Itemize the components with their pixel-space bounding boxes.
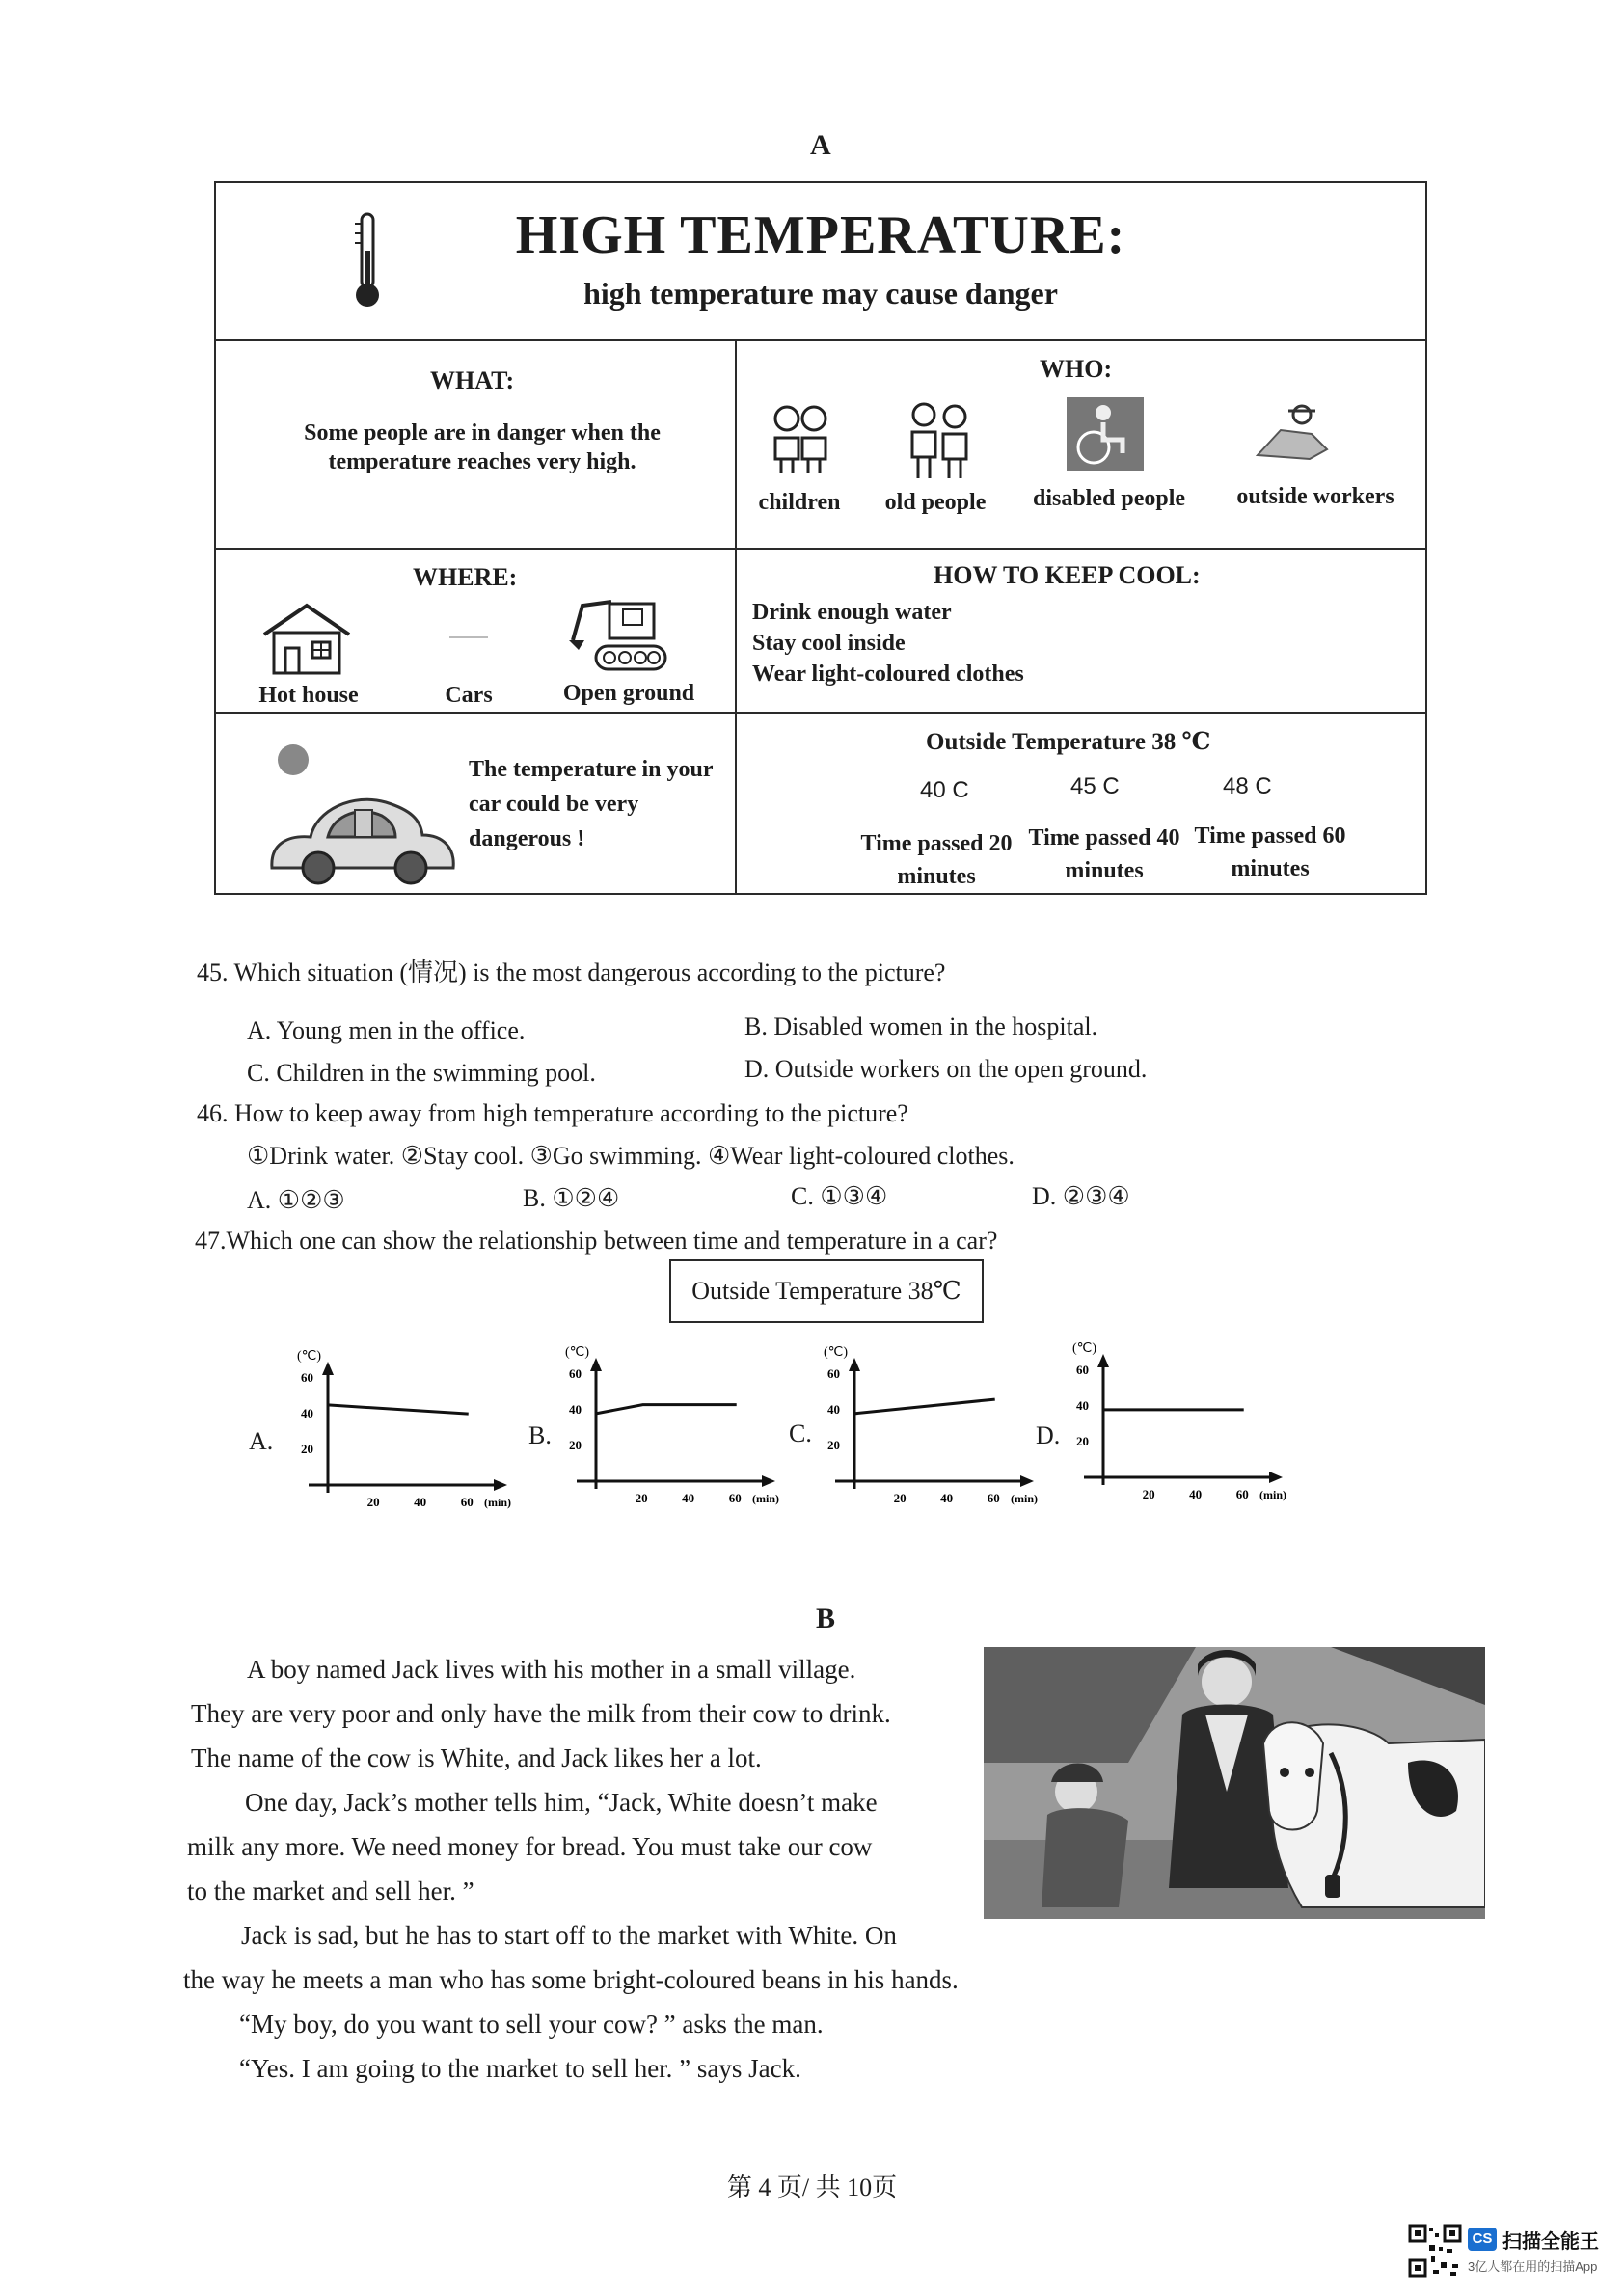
temp-reading-3: 48 C (1223, 773, 1272, 799)
graph-c-y-unit: (℃) (824, 1346, 849, 1360)
scanner-app-name: 扫描全能王 (1502, 2231, 1599, 2253)
story-line-1: A boy named Jack lives with his mother in a small village. (247, 1655, 856, 1684)
where-cool-row (216, 548, 1425, 712)
time-passed-1: Time passed 20 minutes (860, 831, 1013, 889)
graph-a-line (328, 1405, 469, 1414)
what-who-row (216, 339, 1425, 548)
q47-graph-a (289, 1350, 521, 1524)
graph-d-y-unit: (℃) (1072, 1342, 1097, 1356)
graph-c-xtick: 20 (893, 1491, 907, 1505)
graph-b-xtick: 20 (635, 1491, 648, 1505)
section-b-label: B (816, 1603, 836, 1634)
story-line-8: the way he meets a man who has some bright-coloured beans in his hands. (183, 1965, 959, 1994)
graph-c-xtick: 40 (940, 1491, 954, 1505)
graph-d-ytick: 20 (1076, 1434, 1089, 1449)
q45-option-d: D. Outside workers on the open ground. (744, 1055, 1148, 1083)
q47-option-a-letter: A. (249, 1427, 274, 1455)
car-sun-icon (266, 742, 459, 887)
qr-code-icon (1408, 2224, 1462, 2278)
graph-d-ytick: 60 (1076, 1363, 1089, 1378)
heat-poster (214, 181, 1427, 895)
temp-reading-2: 45 C (1070, 773, 1120, 799)
graph-b-line (596, 1405, 737, 1414)
story-line-2: They are very poor and only have the milk from their cow to drink. (191, 1699, 891, 1728)
outside-workers-icon (1252, 401, 1333, 465)
q47-outside-temp-box: Outside Temperature 38℃ (669, 1259, 984, 1323)
q46-items: ①Drink water. ②Stay cool. ③Go swimming. ④Wear light-coloured clothes. (247, 1142, 1015, 1170)
question-45-stem: 45. Which situation (情况) is the most dangerous according to the picture? (197, 958, 946, 986)
question-47-stem: 47.Which one can show the relationship between time and temperature in a car? (195, 1227, 998, 1255)
where-label-open-ground: Open ground (562, 681, 695, 706)
graph-b-xtick: 40 (682, 1491, 695, 1505)
graph-d-y-arrow (1097, 1354, 1109, 1367)
time-passed-2: Time passed 40 minutes (1028, 825, 1180, 883)
story-line-5: milk any more. We need money for bread. You must take our cow (187, 1832, 873, 1861)
story-line-3: The name of the cow is White, and Jack likes her a lot. (191, 1743, 762, 1772)
graph-c-ytick: 60 (827, 1366, 840, 1382)
q47-graph-d (1065, 1342, 1296, 1516)
graph-c-line (854, 1399, 995, 1414)
children-icon (762, 399, 839, 476)
graph-d-x-arrow (1269, 1472, 1283, 1483)
story-line-10: “Yes. I am going to the market to sell her. ” says Jack. (239, 2054, 801, 2083)
graph-b-x-unit: (min) (752, 1492, 779, 1505)
graph-b-x-arrow (762, 1475, 775, 1487)
graph-c-ytick: 20 (827, 1438, 840, 1453)
q47-option-d-letter: D. (1036, 1421, 1061, 1449)
keep-cool-tip-3: Wear light-coloured clothes (752, 662, 1024, 687)
story-line-6: to the market and sell her. ” (187, 1876, 474, 1905)
poster-title: HIGH TEMPERATURE: (515, 205, 1126, 265)
car-danger-text: The temperature in your car could be very dangerous ! (469, 757, 714, 851)
q45-option-b: B. Disabled women in the hospital. (744, 1012, 1098, 1040)
story-line-7: Jack is sad, but he has to start off to the market with White. On (241, 1921, 897, 1950)
q47-option-b-letter: B. (528, 1421, 552, 1449)
graph-a-xtick: 20 (366, 1495, 380, 1509)
where-label-hot-house: Hot house (258, 683, 359, 708)
graph-d-xtick: 20 (1142, 1487, 1155, 1501)
graph-b-y-unit: (℃) (565, 1346, 590, 1360)
q46-option-c: C. ①③④ (791, 1182, 888, 1210)
old-people-icon (901, 399, 978, 482)
q45-option-c: C. Children in the swimming pool. (247, 1059, 596, 1087)
who-label-children: children (758, 490, 841, 515)
car-placeholder (449, 636, 488, 638)
graph-d-ytick: 40 (1076, 1398, 1089, 1414)
graph-d-xtick: 40 (1189, 1487, 1203, 1501)
graph-a-ytick: 40 (301, 1406, 313, 1421)
where-label-cars: Cars (445, 683, 493, 708)
who-label-disabled-people: disabled people (1032, 486, 1186, 511)
q47-graph-b (557, 1346, 789, 1520)
graph-b-ytick: 20 (569, 1438, 582, 1453)
graph-a-xtick: 40 (414, 1495, 427, 1509)
keep-cool-tip-1: Drink enough water (752, 600, 952, 625)
q46-option-b: B. ①②④ (523, 1184, 620, 1212)
graph-c-ytick: 40 (827, 1402, 840, 1418)
graph-a-x-unit: (min) (484, 1496, 511, 1509)
house-icon (260, 602, 353, 675)
time-passed-3: Time passed 60 minutes (1194, 824, 1346, 881)
graph-c-xtick: 60 (987, 1491, 1000, 1505)
who-heading: WHO: (1040, 355, 1113, 383)
graph-a-x-arrow (494, 1479, 507, 1491)
q46-option-a: A. ①②③ (247, 1186, 345, 1214)
graph-d-xtick: 60 (1235, 1487, 1249, 1501)
graph-a-y-arrow (322, 1362, 334, 1375)
scanner-logo: CS (1468, 2228, 1497, 2251)
q47-graph-c (816, 1346, 1047, 1520)
temp-reading-1: 40 C (920, 777, 969, 803)
graph-b-ytick: 40 (569, 1402, 582, 1418)
q45-option-a: A. Young men in the office. (247, 1016, 526, 1044)
q46-option-d: D. ②③④ (1032, 1182, 1130, 1210)
graph-b-ytick: 60 (569, 1366, 582, 1382)
excavator-icon (567, 596, 667, 673)
scanner-tagline: 3亿人都在用的扫描App (1468, 2259, 1598, 2274)
graph-a-xtick: 60 (460, 1495, 474, 1509)
graph-a-y-unit: (℃) (297, 1350, 322, 1364)
what-heading: WHAT: (430, 366, 515, 394)
where-heading: WHERE: (413, 563, 518, 591)
graph-c-x-arrow (1020, 1475, 1034, 1487)
graph-c-y-arrow (849, 1358, 860, 1371)
outside-temp-heading: Outside Temperature 38 ℃ (926, 729, 1211, 755)
question-46-stem: 46. How to keep away from high temperature according to the picture? (197, 1099, 908, 1127)
keep-cool-tip-2: Stay cool inside (752, 631, 906, 656)
story-line-9: “My boy, do you want to sell your cow? ” asks the man. (239, 2010, 824, 2038)
car-temp-row (216, 712, 1425, 895)
story-line-4: One day, Jack’s mother tells him, “Jack, White doesn’t make (245, 1788, 878, 1817)
graph-a-ytick: 60 (301, 1370, 313, 1386)
jack-and-cow-illustration (984, 1647, 1485, 1919)
graph-a-ytick: 20 (301, 1442, 313, 1457)
scanner-badge (1408, 2224, 1610, 2287)
graph-c-x-unit: (min) (1011, 1492, 1038, 1505)
who-label-old-people: old people (884, 490, 987, 515)
q47-option-c-letter: C. (789, 1419, 812, 1447)
poster-subtitle: high temperature may cause danger (583, 276, 1058, 310)
what-text: Some people are in danger when the temperature reaches very high. (304, 420, 661, 474)
disabled-people-icon (1065, 395, 1146, 472)
page-number: 第 4 页/ 共 10页 (726, 2174, 898, 2201)
graph-b-xtick: 60 (728, 1491, 742, 1505)
who-label-outside-workers: outside workers (1236, 484, 1394, 509)
graph-d-x-unit: (min) (1259, 1488, 1286, 1501)
section-a-label: A (810, 129, 831, 161)
graph-b-y-arrow (590, 1358, 602, 1371)
keep-cool-heading: HOW TO KEEP COOL: (934, 561, 1201, 589)
